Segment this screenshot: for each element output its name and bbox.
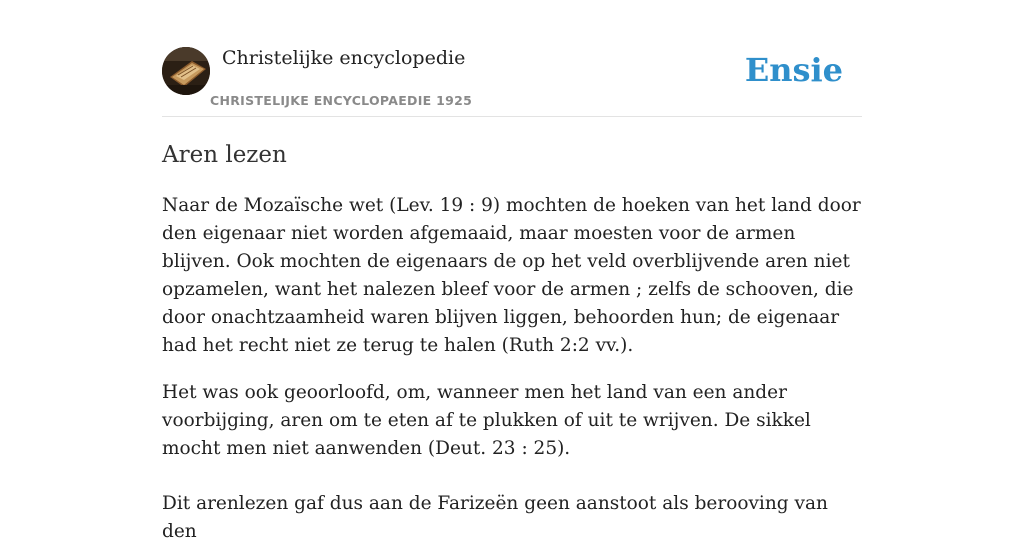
- article-title: Aren lezen: [162, 142, 287, 168]
- publication-subtitle: CHRISTELIJKE ENCYCLOPAEDIE 1925: [210, 93, 473, 108]
- publication-avatar[interactable]: [162, 47, 210, 95]
- article-body: [162, 192, 862, 546]
- article-paragraph: Dit arenlezen gaf dus aan de Farizeën geen aanstoot als berooving van den: [162, 493, 828, 542]
- publication-title[interactable]: Christelijke encyclopedie: [222, 47, 466, 69]
- article-paragraph: Het was ook geoorloofd, om, wanneer men het land van een ander voorbijging, aren om te eten af te plukken of uit te wrijven. De sikkel mocht men niet aanwenden (Deut. 23 : 25).: [162, 382, 811, 459]
- book-image-icon: [162, 47, 210, 95]
- ensie-logo-link[interactable]: Ensie: [744, 51, 843, 89]
- site-header: [162, 46, 862, 117]
- article-paragraph: Naar de Mozaïsche wet (Lev. 19 : 9) mochten de hoeken van het land door den eigenaar niet worden afgemaaid, maar moesten voor de armen blijven. Ook mochten de eigenaars de op het veld overblijvende aren niet opzamelen, want het nalezen bleef voor de armen ; zelfs de schooven, die door onachtzaamheid waren blijven liggen, behoorden hun; de eigenaar had het recht niet ze terug te halen (Ruth 2:2 vv.).: [162, 195, 861, 356]
